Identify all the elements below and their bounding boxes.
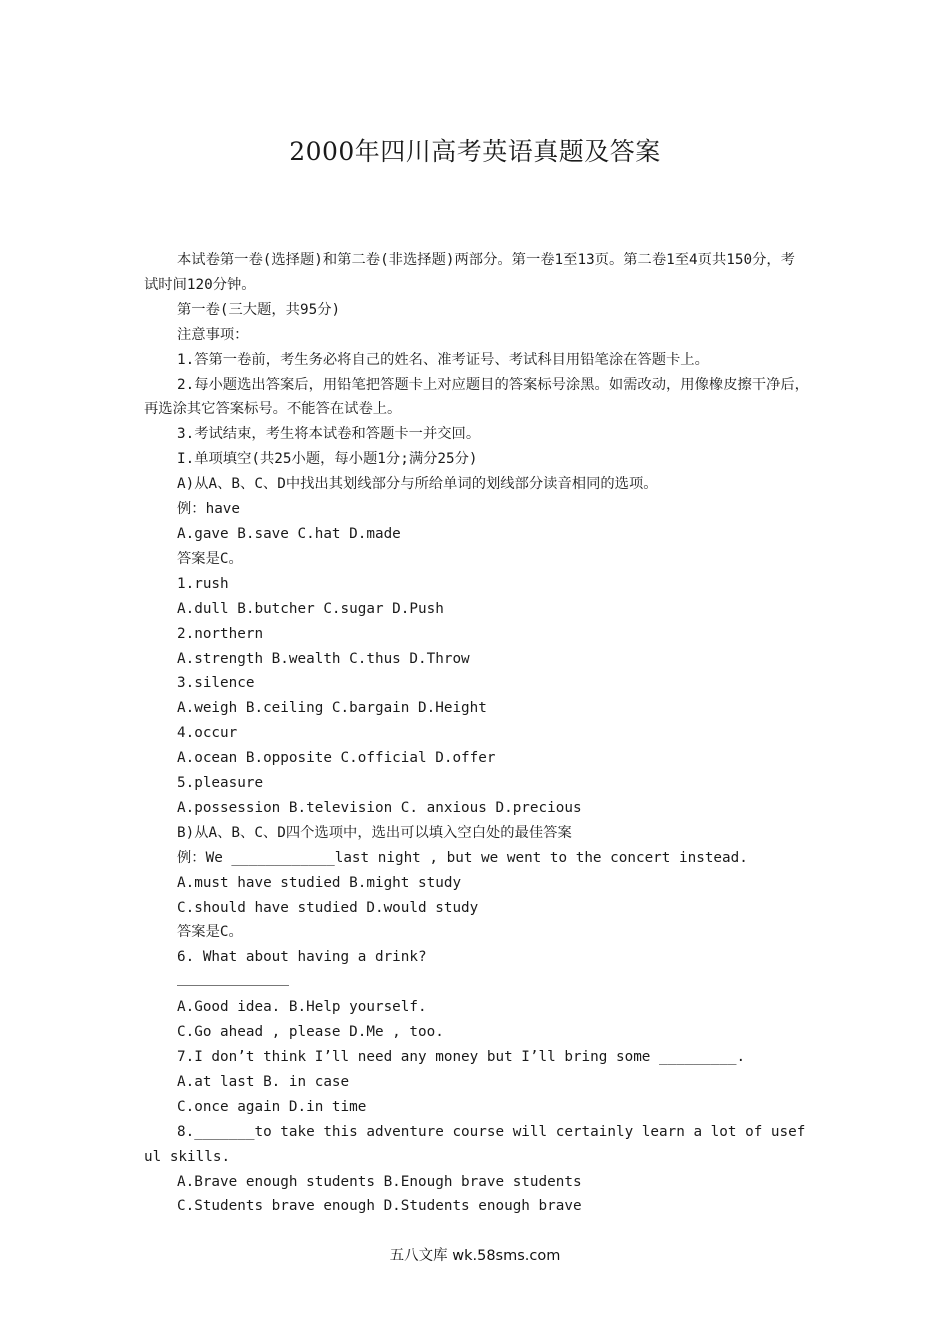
example-b-answer: 答案是C。 (177, 924, 243, 941)
paragraph-notice-2: 2.每小题选出答案后，用铅笔把答题卡上对应题目的答案标号涂黑。如需改动，用像橡皮擦干净后，再选涂其它答案标号。不能答在试卷上。 (144, 376, 809, 418)
paragraph-volume-one: 第一卷(三大题，共95分) (177, 301, 341, 318)
question-4-options: A.ocean B.opposite C.official D.offer (177, 750, 496, 767)
question-3: 3.silence (177, 675, 255, 692)
question-1: 1.rush (177, 575, 229, 592)
document-body (144, 248, 809, 1219)
question-7: 7.I don’t think I’ll need any money but I’ll bring some _________. (177, 1049, 746, 1065)
question-2: 2.northern (177, 625, 264, 642)
page-title: 2000年四川高考英语真题及答案 (289, 137, 661, 166)
paragraph-notice-1: 1.答第一卷前，考生务必将自己的姓名、准考证号、考试科目用铅笔涂在答题卡上。 (177, 351, 709, 368)
paragraph-notice-3: 3.考试结束，考生将本试卷和答题卡一并交回。 (177, 426, 481, 443)
example-answer: 答案是C。 (177, 550, 243, 567)
question-8-options-1: A.Brave enough students B.Enough brave students (177, 1173, 582, 1190)
question-7-options-1: A.at last B. in case (177, 1073, 350, 1090)
answer-blank-line (177, 973, 289, 986)
question-6-options-1: A.Good idea. B.Help yourself. (177, 999, 427, 1016)
question-6-blank (144, 970, 809, 995)
example-b-sentence: 例：We ____________last night , but we went to the concert instead. (177, 849, 748, 866)
section-b-instruction: B)从A、B、C、D四个选项中，选出可以填入空白处的最佳答案 (177, 824, 572, 841)
question-3-options: A.weigh B.ceiling C.bargain D.Height (177, 700, 487, 717)
question-8-options-2: C.Students brave enough D.Students enough brave (177, 1198, 582, 1215)
example-options: A.gave B.save C.hat D.made (177, 525, 401, 542)
question-7-options-2: C.once again D.in time (177, 1098, 367, 1115)
footer-watermark: 五八文库 wk.58sms.com (389, 1248, 561, 1264)
section-heading-single-choice: I.单项填空(共25小题，每小题1分;满分25分) (177, 451, 478, 468)
paragraph-intro: 本试卷第一卷(选择题)和第二卷(非选择题)两部分。第一卷1至13页。第二卷1至4页共150分，考试时间120分钟。 (144, 252, 795, 293)
question-6-options-2: C.Go ahead , please D.Me , too. (177, 1024, 444, 1041)
question-6: 6. What about having a drink? (177, 949, 427, 966)
question-4: 4.occur (177, 725, 238, 742)
question-2-options: A.strength B.wealth C.thus D.Throw (177, 650, 470, 667)
example-word: 例：have (177, 501, 241, 518)
example-b-options-1: A.must have studied B.might study (177, 874, 462, 891)
question-5-options: A.possession B.television C. anxious D.precious (177, 799, 582, 816)
question-5: 5.pleasure (177, 775, 264, 792)
example-b-options-2: C.should have studied D.would study (177, 899, 479, 916)
section-a-instruction: A)从A、B、C、D中找出其划线部分与所给单词的划线部分读音相同的选项。 (177, 476, 658, 493)
paragraph-notice-heading: 注意事项： (177, 326, 249, 343)
question-1-options: A.dull B.butcher C.sugar D.Push (177, 600, 444, 617)
question-8: 8._______to take this adventure course will certainly learn a lot of useful skills. (144, 1123, 806, 1165)
